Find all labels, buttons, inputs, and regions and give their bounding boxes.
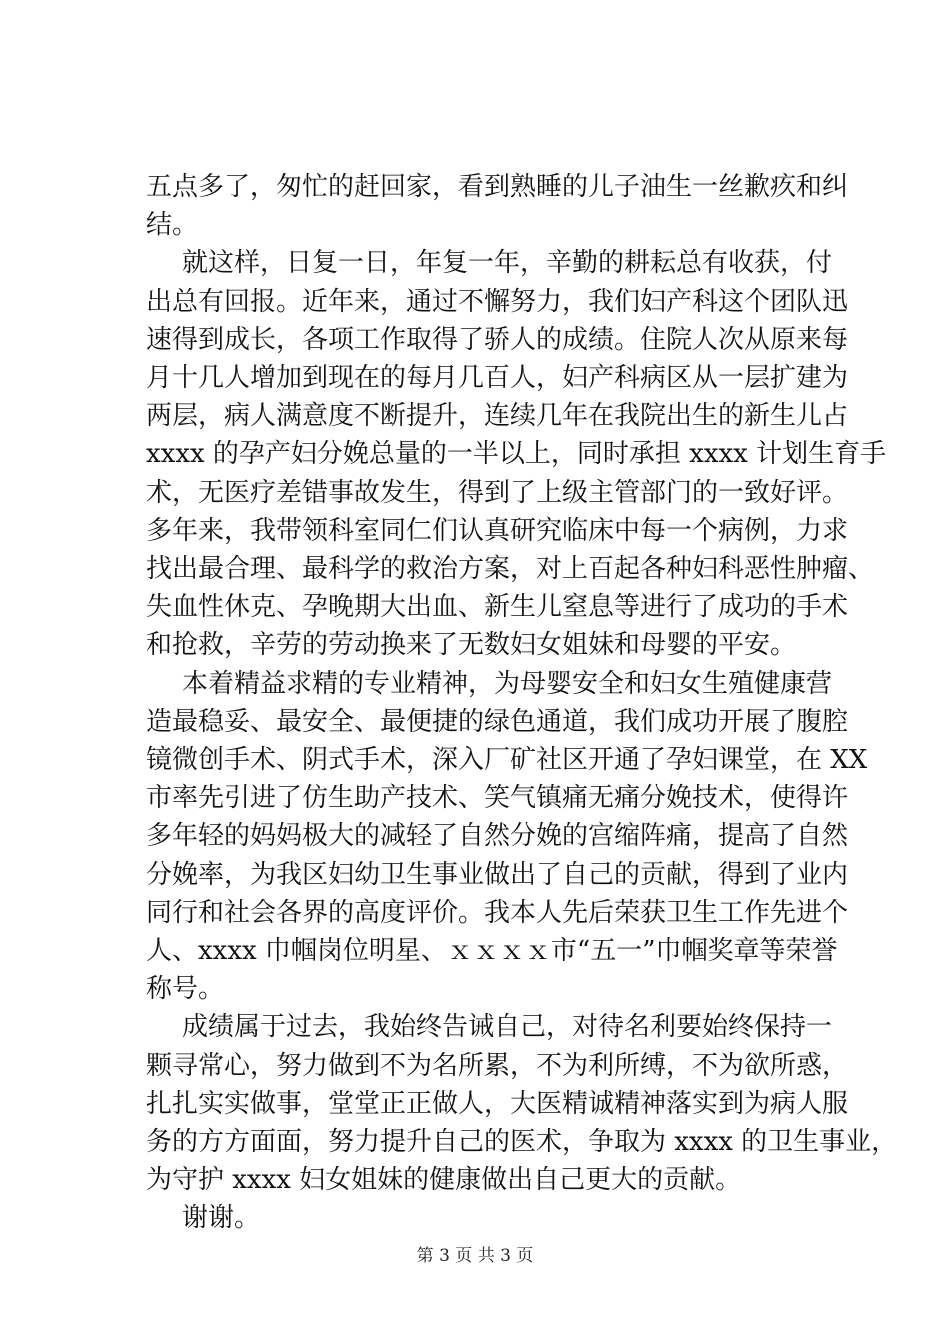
- text-line: 两层，病人满意度不断提升，连续几年在我院出生的新生儿占: [146, 401, 849, 432]
- text-line: 成绩属于过去，我始终告诫自己，对待名利要始终保持一: [182, 1012, 833, 1043]
- text-line: 月十几人增加到现在的每月几百人，妇产科病区从一层扩建为: [146, 363, 849, 393]
- text-line: xxxx 的孕产妇分娩总量的一半以上，同时承担 xxxx 计划生育手: [146, 439, 887, 470]
- text-line: 人、xxxx 巾帼岗位明星、ｘｘｘｘ市“五一”巾帼奖章等荣誉: [146, 936, 838, 966]
- text-line: 出总有回报。近年来，通过不懈努力，我们妇产科这个团队迅: [146, 286, 849, 317]
- text-line: 多年轻的妈妈极大的减轻了自然分娩的宫缩阵痛，提高了自然: [146, 821, 849, 852]
- text-line: 同行和社会各界的高度评价。我本人先后荣获卫生工作先进个: [146, 897, 849, 928]
- text-line: 市率先引进了仿生助产技术、笑气镇痛无痛分娩技术，使得许: [146, 783, 849, 814]
- text-line: 找出最合理、最科学的救治方案，对上百起各种妇科恶性肿瘤、: [146, 554, 875, 584]
- text-line: 镜微创手术、阴式手术，深入厂矿社区开通了孕妇课堂，在 XX: [146, 745, 868, 775]
- text-line: 分娩率，为我区妇幼卫生事业做出了自己的贡献，得到了业内: [146, 859, 849, 890]
- text-line: 就这样，日复一日，年复一年，辛勤的耕耘总有收获，付: [182, 248, 833, 279]
- text-line: 五点多了，匆忙的赶回家，看到熟睡的儿子油生一丝歉疚和纠: [146, 172, 849, 202]
- text-line: 为守护 xxxx 妇女姐妹的健康做出自己更大的贡献。: [146, 1165, 742, 1196]
- text-line: 称号。: [146, 974, 225, 1005]
- text-line: 颗寻常心，努力做到不为名所累，不为利所缚，不为欲所惑，: [146, 1050, 849, 1081]
- text-line: 速得到成长，各项工作取得了骄人的成绩。住院人次从原来每: [146, 324, 849, 355]
- text-line: 谢谢。: [182, 1203, 261, 1234]
- page-number-footer: 第 3 页 共 3 页: [416, 1246, 534, 1266]
- text-line: 失血性休克、孕晚期大出血、新生儿窒息等进行了成功的手术: [146, 592, 849, 623]
- text-line: 造最稳妥、最安全、最便捷的绿色通道，我们成功开展了腹腔: [146, 706, 849, 737]
- text-line: 和抢救，辛劳的劳动换来了无数妇女姐妹和母婴的平安。: [146, 630, 797, 661]
- text-line: 多年来，我带领科室同仁们认真研究临床中每一个病例，力求: [146, 515, 849, 546]
- text-line: 术，无医疗差错事故发生，得到了上级主管部门的一致好评。: [146, 477, 849, 508]
- text-line: 扎扎实实做事，堂堂正正做人，大医精诚精神落实到为病人服: [146, 1088, 849, 1119]
- text-line: 本着精益求精的专业精神，为母婴安全和妇女生殖健康营: [182, 668, 833, 699]
- text-line: 结。: [146, 210, 199, 241]
- text-line: 务的方方面面，努力提升自己的医术，争取为 xxxx 的卫生事业，: [146, 1127, 898, 1157]
